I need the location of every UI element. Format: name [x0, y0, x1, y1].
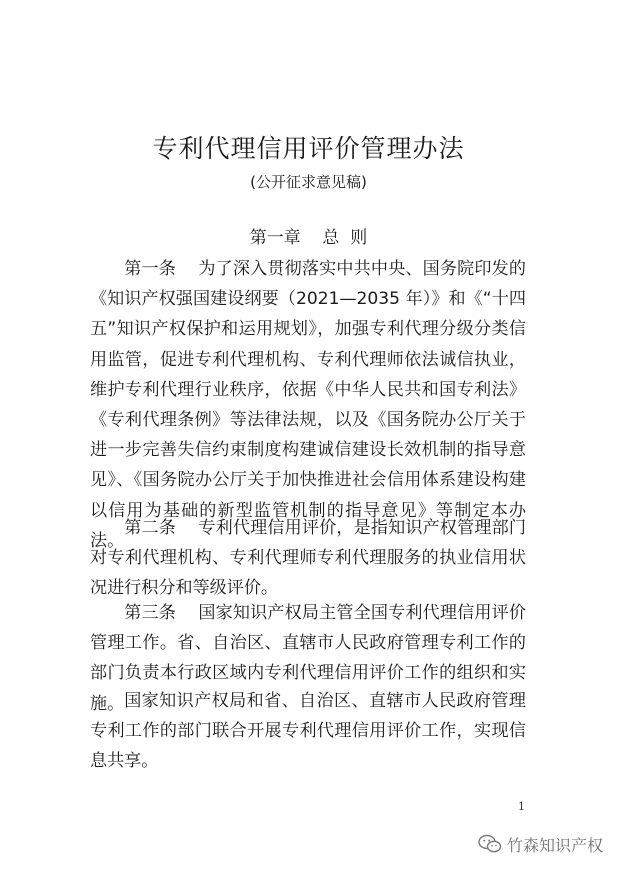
article-text: 国家知识产权局和省、自治区、直辖市人民政府管理专利工作的部门联合开展专利代理信用评价工作，实现信息共享。	[90, 691, 526, 772]
watermark-text: 竹森知识产权	[507, 835, 604, 855]
document-title: 专利代理信用评价管理办法	[152, 134, 465, 163]
article-label: 第一条	[124, 259, 199, 279]
article-2-paragraph	[90, 513, 526, 604]
article-1-paragraph	[90, 254, 526, 556]
article-text: 专利代理信用评价，是指知识产权管理部门对专利代理机构、专利代理师专利代理服务的执业信用状况进行积分和等级评价。	[90, 518, 526, 599]
article-label: 第三条	[124, 603, 199, 623]
page-number: 1	[518, 800, 525, 813]
article-text: 为了深入贯彻落实中共中央、国务院印发的《知识产权强国建设纲要（2021—2035 年）》和《“十四五”知识产权保护和运用规划》，加强专利代理分级分类信用监管，促进专利代理机构、专利代理师依法诚信执业，维护专利代理行业秩序，依据《中华人民共和国专利法》《专利代理条例》等法律法规，以及《国务院办公厅关于进一步完善失信约束制度构建诚信建设长效机制的指导意见》、《国务院办公厅关于加快推进社会信用体系建设构建以信用为基础的新型监管机制的指导意见》等制定本办法。	[90, 259, 526, 551]
article-text: 国家知识产权局主管全国专利代理信用评价管理工作。省、自治区、直辖市人民政府管理专利工作的部门负责本行政区域内专利代理信用评价工作的组织和实施。	[90, 603, 526, 714]
article-3-second-paragraph	[90, 686, 526, 777]
chapter-heading: 第一章 总 则	[249, 228, 368, 248]
watermark	[478, 832, 603, 856]
document-subtitle: (公开征求意见稿)	[250, 173, 367, 191]
wechat-icon	[478, 833, 502, 855]
article-label: 第二条	[124, 518, 199, 538]
